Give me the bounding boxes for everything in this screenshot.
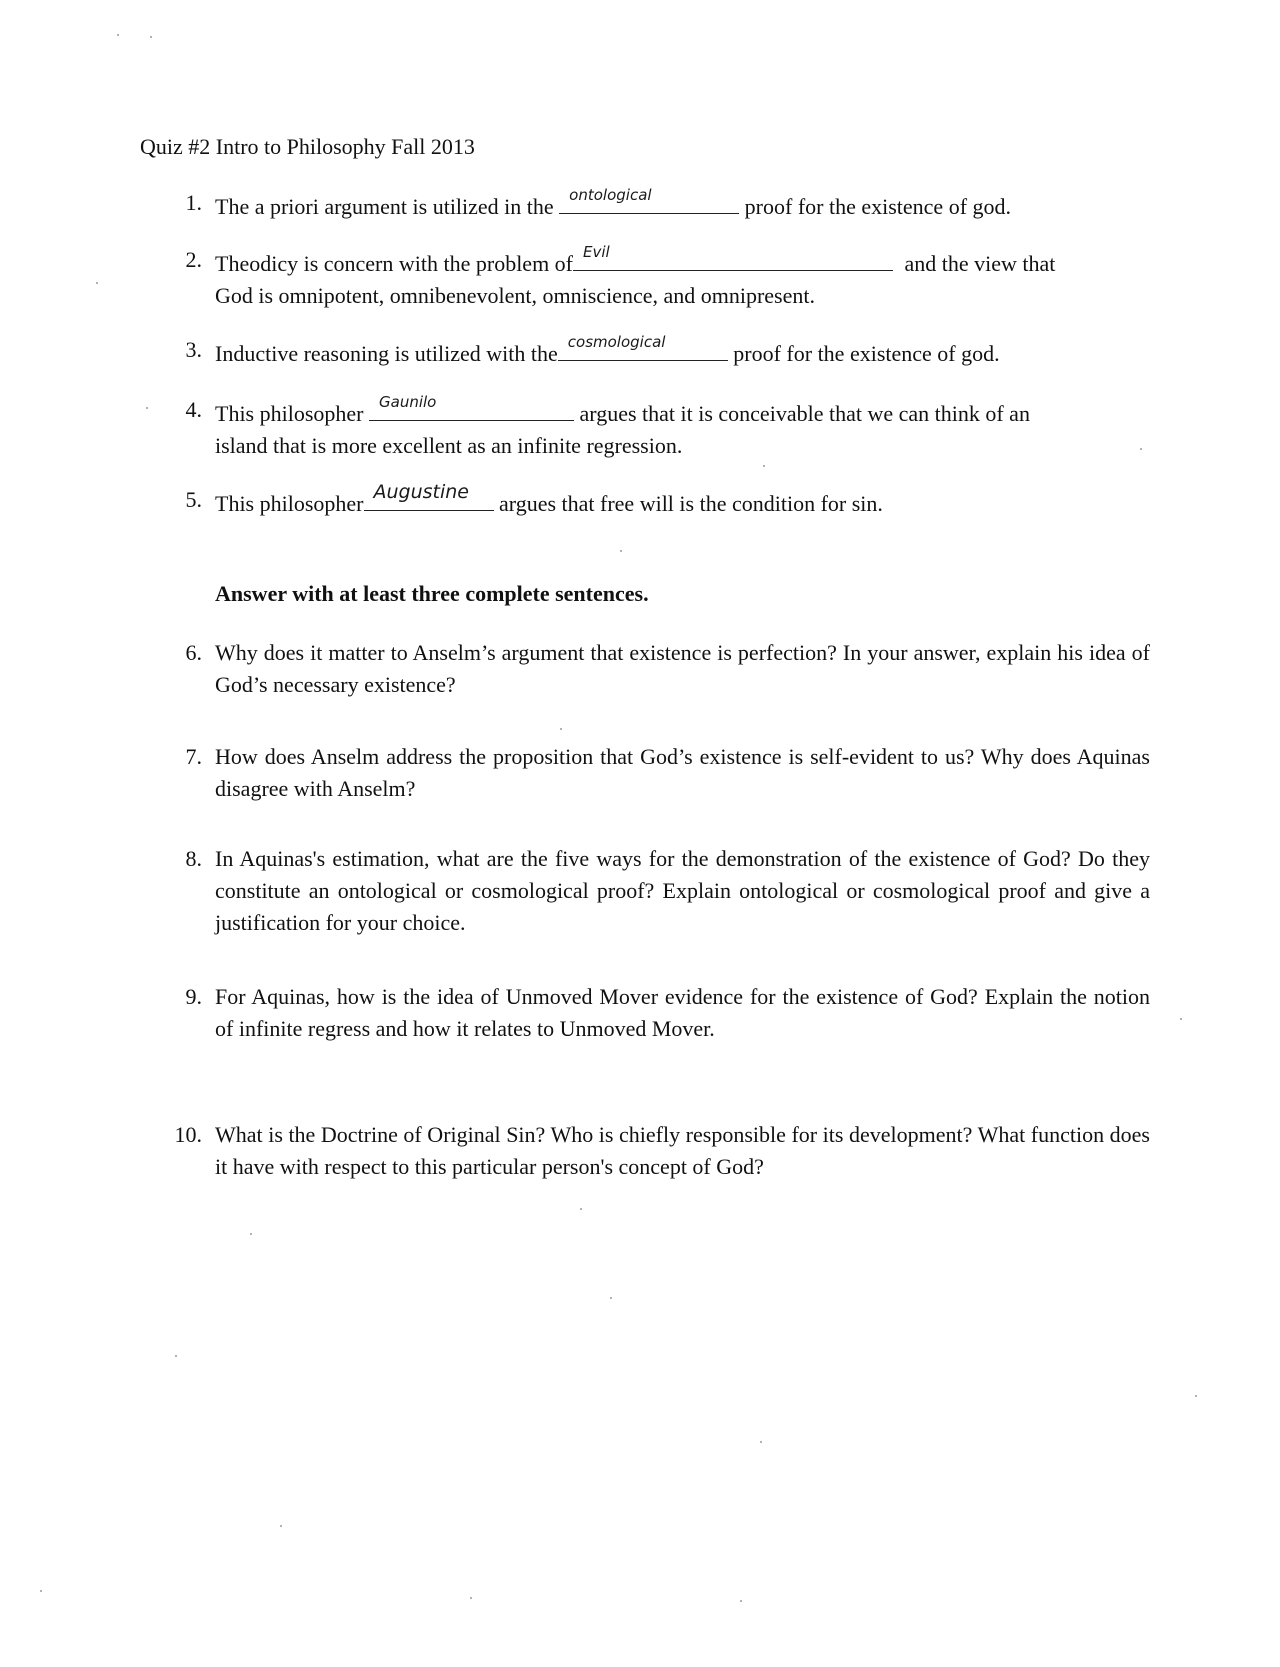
scan-speck [280, 1525, 282, 1527]
question-3 [140, 334, 1150, 370]
question-text-line2: God is omnipotent, omnibenevolent, omniscience, and omnipresent. [215, 283, 815, 308]
question-2 [140, 244, 1150, 312]
question-number: 2. [185, 247, 202, 272]
question-number: 10. [174, 1122, 202, 1147]
question-text-before: This philosopher [215, 491, 364, 516]
question-9 [140, 981, 1150, 1045]
question-text: For Aquinas, how is the idea of Unmoved Mover evidence for the existence of God? Explain the notion of infinite regress and how it relates to Unmoved Mover. [215, 984, 1150, 1041]
question-1 [140, 187, 1150, 223]
answer-blank[interactable] [369, 394, 574, 421]
scan-speck [117, 34, 119, 36]
question-text: What is the Doctrine of Original Sin? Who is chiefly responsible for its development? What function does it have with respect to this particular person's concept of God? [215, 1122, 1150, 1179]
scan-speck [250, 1233, 252, 1235]
question-10 [140, 1119, 1150, 1183]
question-number: 5. [185, 487, 202, 512]
question-5 [140, 481, 1150, 520]
scan-speck [1140, 448, 1142, 450]
question-text-before: The a priori argument is utilized in the [215, 194, 560, 219]
answer-blank[interactable] [559, 187, 739, 214]
scan-speck [40, 1590, 42, 1592]
question-number: 1. [185, 190, 202, 215]
instructions-heading: Answer with at least three complete sentences. [215, 581, 649, 606]
handwritten-answer: Evil [583, 243, 610, 261]
question-text-after: proof for the existence of god. [739, 194, 1012, 219]
scan-speck [580, 1208, 582, 1210]
scan-speck [175, 1355, 177, 1357]
question-number: 6. [185, 640, 202, 665]
question-text: Why does it matter to Anselm’s argument that existence is perfection? In your answer, explain his idea of God’s necessary existence? [215, 640, 1150, 697]
scan-speck [560, 728, 562, 730]
handwritten-answer: cosmological [567, 333, 666, 351]
question-text-before: Theodicy is concern with the problem of [215, 251, 574, 276]
question-6 [140, 637, 1150, 701]
scan-speck [470, 1597, 472, 1599]
question-number: 7. [185, 744, 202, 769]
scan-speck [740, 1600, 742, 1602]
scan-speck [760, 1441, 762, 1443]
question-text-after: argues that free will is the condition for sin. [493, 491, 883, 516]
scan-speck [146, 407, 148, 409]
scan-speck [763, 465, 765, 467]
scan-speck [150, 36, 152, 38]
question-text-before: This philosopher [215, 401, 369, 426]
question-8 [140, 843, 1150, 939]
question-number: 4. [185, 397, 202, 422]
question-number: 9. [185, 984, 202, 1009]
answer-blank[interactable] [558, 334, 728, 361]
question-number: 3. [185, 337, 202, 362]
scan-speck [1180, 1018, 1182, 1020]
question-7 [140, 741, 1150, 805]
answer-blank[interactable] [573, 244, 893, 271]
question-text: In Aquinas's estimation, what are the five ways for the demonstration of the existence of God? Do they constitute an ontological or cosmological proof? Explain ontological or cosmological proof and give a justification for your choice. [215, 846, 1150, 935]
question-text: How does Anselm address the proposition that God’s existence is self-evident to us? Why does Aquinas disagree with Anselm? [215, 744, 1150, 801]
scan-speck [96, 282, 98, 284]
question-4 [140, 394, 1150, 462]
handwritten-answer: ontological [569, 186, 652, 204]
question-text-after: proof for the existence of god. [727, 341, 1000, 366]
handwritten-answer: Augustine [373, 481, 470, 503]
question-number: 8. [185, 846, 202, 871]
scan-speck [610, 1297, 612, 1299]
quiz-title: Quiz #2 Intro to Philosophy Fall 2013 [140, 134, 475, 159]
scan-speck [1195, 1395, 1197, 1397]
question-text-after: and the view that [899, 251, 1056, 276]
handwritten-answer: Gaunilo [379, 393, 437, 411]
scan-speck [620, 550, 622, 552]
question-text-line2: island that is more excellent as an infinite regression. [215, 433, 683, 458]
question-text-after: argues that it is conceivable that we can think of an [574, 401, 1030, 426]
question-text-before: Inductive reasoning is utilized with the [215, 341, 558, 366]
answer-blank[interactable] [364, 481, 494, 511]
